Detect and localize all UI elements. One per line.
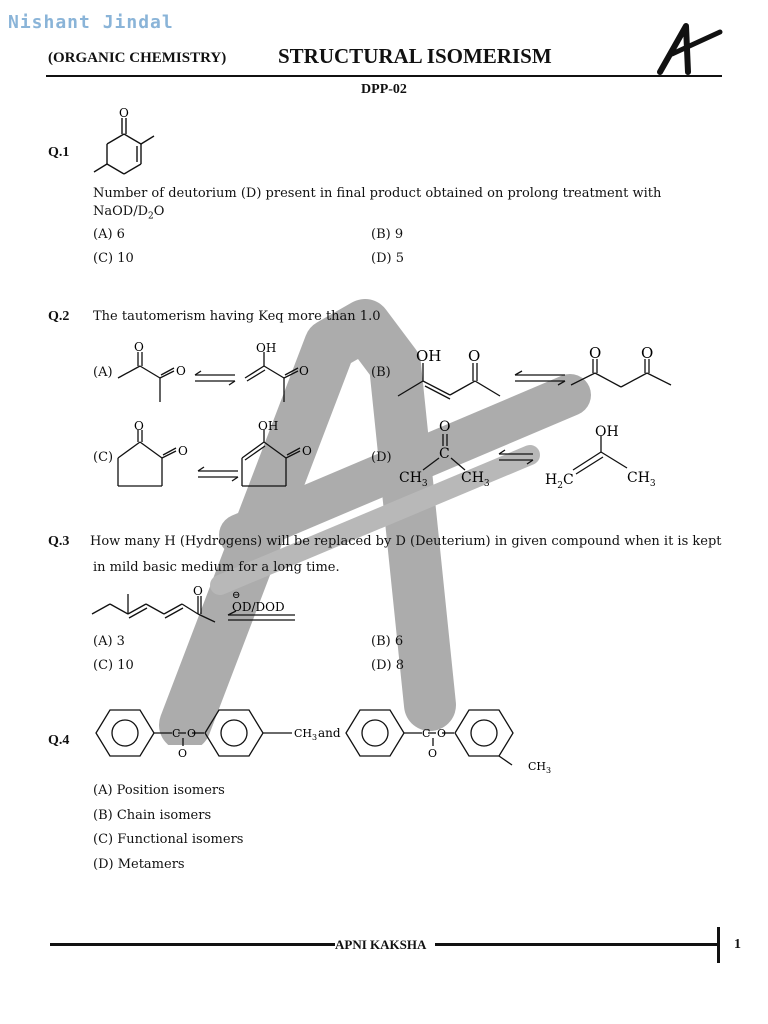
- footer-rule-right: [435, 943, 717, 946]
- footer-divider: [717, 927, 720, 963]
- option-b-label[interactable]: (B): [371, 365, 391, 380]
- atom-label: OH: [258, 419, 279, 433]
- author-name: Nishant Jindal: [8, 12, 174, 33]
- question-number: Q.3: [48, 534, 70, 549]
- subject-label: (ORGANIC CHEMISTRY): [48, 50, 227, 66]
- atom-label: $CH_3$: [294, 727, 318, 742]
- option-c[interactable]: (C) 10: [93, 251, 134, 266]
- atom-label: OH: [256, 341, 277, 355]
- atom-label: O: [187, 727, 197, 740]
- question-text-line2: [93, 203, 164, 226]
- option-c[interactable]: (C) 10: [93, 658, 134, 673]
- atom-label: $CH_3$: [399, 470, 428, 489]
- q3-molecule-reaction: [90, 584, 305, 634]
- question-text: The tautomerism having Keq more than 1.0: [93, 309, 381, 324]
- atom-label: O: [119, 106, 129, 120]
- question-number: Q.1: [48, 145, 70, 160]
- conjunction-label: and: [318, 726, 341, 740]
- atom-label: $CH_3$: [627, 470, 656, 489]
- atom-label: O: [134, 340, 144, 354]
- page-number: 1: [734, 937, 741, 952]
- atom-label: $CH_3$: [461, 470, 490, 489]
- footer-brand: APNI KAKSHA: [335, 937, 427, 952]
- atom-label: O: [176, 364, 186, 378]
- option-a-label[interactable]: (A): [93, 365, 113, 380]
- header-rule: [46, 75, 722, 77]
- subscript: 2: [148, 211, 154, 222]
- atom-label: O: [178, 444, 188, 458]
- question-number: Q.2: [48, 309, 70, 324]
- atom-label: O: [299, 364, 309, 378]
- atom-label: O: [193, 584, 203, 598]
- option-b[interactable]: (B) Chain isomers: [93, 808, 212, 823]
- option-c[interactable]: (C) Functional isomers: [93, 832, 244, 847]
- atom-label: $CH_3$: [528, 760, 552, 775]
- option-c-label[interactable]: (C): [93, 450, 114, 465]
- q2-option-a-structures: [110, 338, 325, 408]
- option-a[interactable]: (A) 6: [93, 227, 125, 242]
- option-d[interactable]: (D) 8: [371, 658, 404, 673]
- logo-icon: [652, 20, 724, 76]
- option-b[interactable]: (B) 9: [371, 227, 404, 242]
- atom-label: O: [439, 419, 451, 435]
- q2-option-b-structures: [395, 343, 685, 408]
- atom-label: C: [439, 446, 450, 462]
- page-title: STRUCTURAL ISOMERISM: [278, 44, 552, 68]
- atom-label: O: [641, 344, 654, 362]
- option-d-label[interactable]: (D): [371, 450, 392, 465]
- question-text-line2: in mild basic medium for a long time.: [93, 560, 340, 575]
- dpp-label: DPP-02: [361, 82, 407, 97]
- atom-label: C: [172, 727, 181, 740]
- q2-option-c-structures: [112, 418, 327, 493]
- atom-label: $H_2C$: [545, 472, 574, 491]
- reagent-text: NaOD/D: [93, 204, 149, 219]
- question-text: Number of deutorium (D) present in final product obtained on prolong treatment with: [93, 186, 662, 201]
- option-b[interactable]: (B) 6: [371, 634, 404, 649]
- question-number: Q.4: [48, 733, 70, 748]
- atom-label: O: [589, 344, 602, 362]
- footer-rule-left: [50, 943, 335, 946]
- option-d[interactable]: (D) 5: [371, 251, 404, 266]
- atom-label: OH: [595, 424, 619, 440]
- atom-label: O: [468, 347, 481, 365]
- atom-label: O: [134, 419, 144, 433]
- q4-molecules: [92, 700, 562, 780]
- charge-symbol: ⊖: [232, 590, 241, 601]
- atom-label: C: [422, 727, 431, 740]
- question-text: How many H (Hydrogens) will be replaced by D (Deuterium) in given compound when it is kept: [90, 534, 722, 549]
- atom-label: O: [178, 747, 188, 760]
- option-a[interactable]: (A) Position isomers: [93, 783, 225, 798]
- q2-option-d-structures: [395, 414, 675, 494]
- atom-label: OH: [416, 347, 442, 365]
- atom-label: O: [437, 727, 447, 740]
- option-a[interactable]: (A) 3: [93, 634, 125, 649]
- atom-label: O: [428, 747, 438, 760]
- reagent-text-end: O: [153, 204, 165, 219]
- q1-molecule: [88, 104, 158, 184]
- reagent-label: OD/DOD: [232, 600, 285, 614]
- option-d[interactable]: (D) Metamers: [93, 857, 185, 872]
- atom-label: O: [302, 444, 312, 458]
